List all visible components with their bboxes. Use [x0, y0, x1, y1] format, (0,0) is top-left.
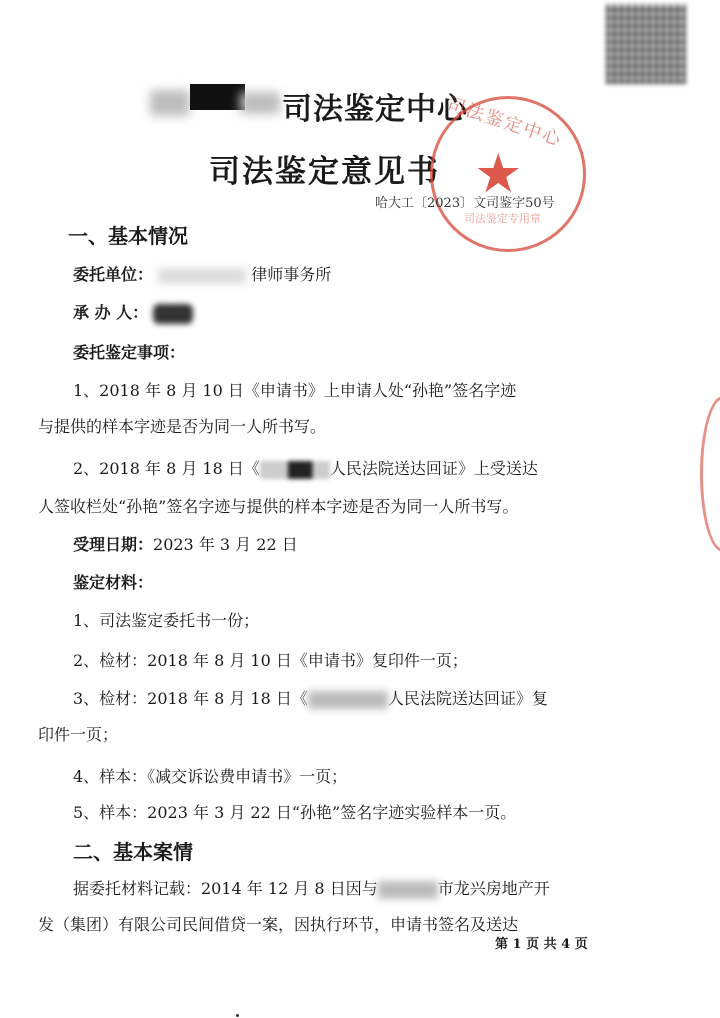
matter-1-line1: 1、2018 年 8 月 10 日《申请书》上申请人处“孙艳”签名字迹	[73, 381, 517, 400]
redacted-area	[240, 92, 280, 114]
redacted-block	[190, 84, 245, 110]
seal-bottom-text: 司法鉴定专用章	[464, 212, 541, 225]
section-2-heading: 二、基本案情	[73, 840, 193, 864]
center-name: 司法鉴定中心	[282, 92, 468, 127]
entrust-unit-label: 委托单位：	[73, 265, 154, 284]
scan-dot	[236, 1014, 239, 1017]
material-3-part-a: 3、检材：2018 年 8 月 18 日《	[73, 689, 308, 708]
matter-2-part-a: 2、2018 年 8 月 18 日《	[73, 459, 260, 478]
matter-1-line2: 与提供的样本字迹是否为同一人所书写。	[38, 417, 327, 436]
partial-seal-edge	[700, 396, 720, 552]
case-part-a: 据委托材料记载：2014 年 12 月 8 日因与	[73, 879, 378, 898]
material-5: 5、样本：2023 年 3 月 22 日“孙艳”签名字迹实验样本一页。	[73, 803, 517, 822]
matter-label: 委托鉴定事项：	[73, 343, 186, 362]
material-3-line1	[73, 686, 548, 709]
handler-row	[73, 300, 193, 324]
redacted-area	[158, 268, 246, 284]
matter-2-line2: 人签收栏处“孙艳”签名字迹与提供的样本字迹是否为同一人所书写。	[38, 497, 519, 516]
accept-date-value: 2023 年 3 月 22 日	[153, 535, 298, 554]
document-number: 哈大工〔2023〕文司鉴字50号	[375, 196, 555, 211]
case-part-b: 市龙兴房地产开	[437, 879, 550, 898]
materials-label: 鉴定材料：	[73, 573, 154, 592]
material-4: 4、样本：《减交诉讼费申请书》一页；	[73, 767, 348, 786]
material-3-part-b: 人民法院送达回证》复	[387, 689, 548, 708]
entrust-unit-value: 律师事务所	[251, 265, 332, 284]
page-number: 第 1 页 共 4 页	[495, 937, 588, 952]
entrust-unit-row	[73, 262, 331, 285]
case-line1	[73, 876, 550, 899]
section-1-heading: 一、基本情况	[68, 224, 188, 248]
seal-text: 司法鉴定中心	[444, 93, 565, 151]
redacted-area	[153, 304, 193, 324]
matter-2-line1	[73, 456, 538, 479]
redacted-area	[308, 691, 388, 709]
document-title: 司法鉴定意见书	[209, 154, 440, 190]
qr-code-image	[606, 4, 686, 84]
accept-date-label: 受理日期：	[73, 535, 154, 554]
accept-date-row	[73, 532, 298, 555]
matter-2-part-b: 人民法院送达回证》上受送达	[329, 459, 538, 478]
handler-label: 承 办 人：	[73, 303, 149, 322]
material-1: 1、司法鉴定委托书一份；	[73, 611, 260, 630]
material-3-line2: 印件一页；	[38, 725, 119, 744]
case-line2: 发（集团）有限公司民间借贷一案，因执行环节，申请书签名及送达	[38, 915, 519, 934]
material-2: 2、检材：2018 年 8 月 10 日《申请书》复印件一页；	[73, 651, 468, 670]
seal-star-icon: ★	[474, 142, 523, 205]
redacted-area	[378, 881, 438, 899]
redacted-area	[150, 90, 190, 116]
redacted-area	[260, 461, 330, 479]
